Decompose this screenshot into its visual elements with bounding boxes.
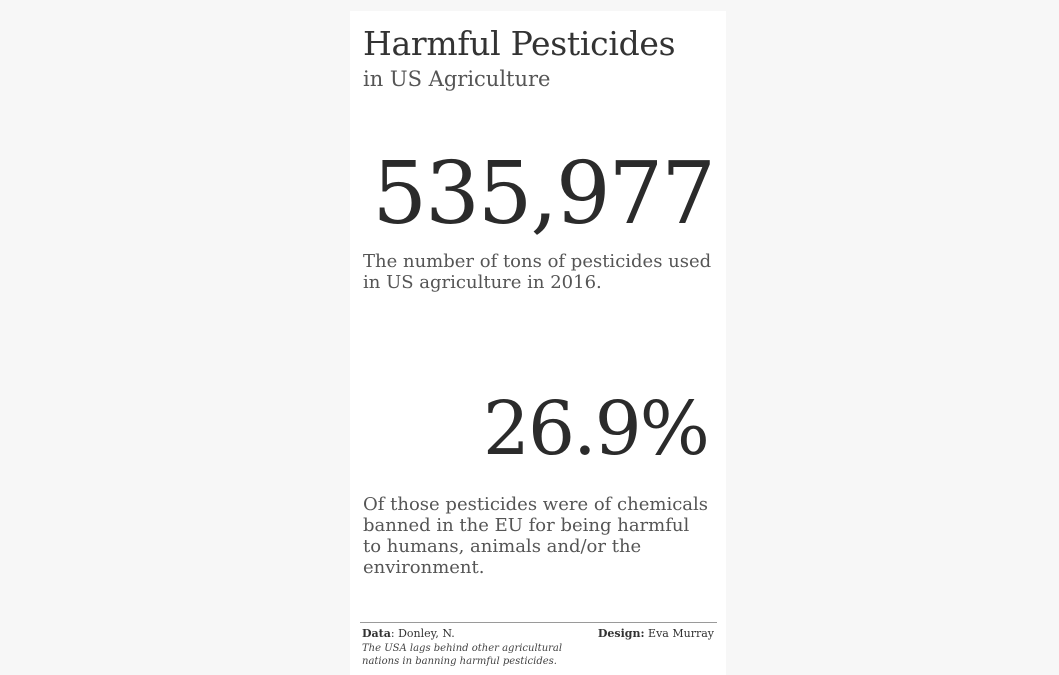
stat-percent-value: 26.9% — [482, 386, 708, 472]
footer-data-source — [362, 627, 455, 641]
stat-tons-description: The number of tons of pesticides used in US agriculture in 2016. — [363, 251, 712, 293]
data-value: : Donley, N. — [390, 627, 455, 640]
infographic-card — [350, 11, 726, 675]
page-title: Harmful Pesticides — [363, 24, 676, 63]
footer-design-credit — [598, 627, 714, 641]
data-label: Data — [362, 627, 391, 640]
footer-note: The USA lags behind other agricultural nations in banning harmful pesticides. — [362, 643, 563, 667]
design-label: Design: — [597, 627, 645, 640]
stat-percent-description: Of those pesticides were of chemicals banned in the EU for being harmful to humans, animals and/or the environment. — [363, 494, 709, 578]
page-subtitle: in US Agriculture — [363, 67, 551, 91]
design-value: Eva Murray — [644, 627, 714, 640]
footer-divider — [360, 622, 717, 623]
stat-tons-value: 535,977 — [372, 144, 714, 244]
